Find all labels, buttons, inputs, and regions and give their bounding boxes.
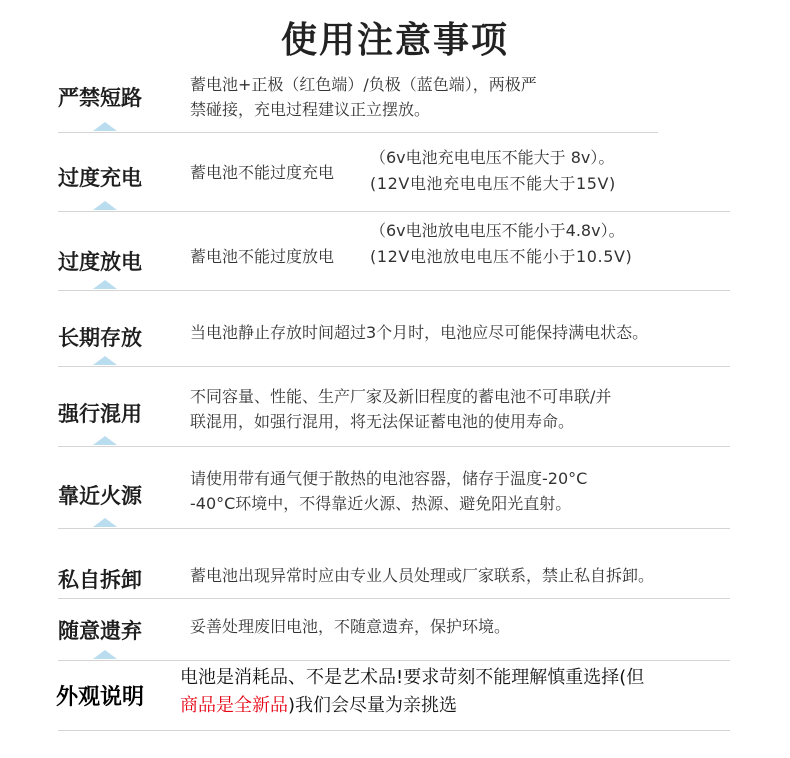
row-desc-long-storage: 当电池静止存放时间超过3个月时，电池应尽可能保持满电状态。 (190, 323, 649, 342)
appearance-line-1: 电池是消耗品、不是艺术品!要求苛刻不能理解慎重选择(但 (180, 667, 645, 688)
triangle-marker-icon (93, 201, 117, 210)
divider (58, 132, 658, 133)
row-label-short-circuit: 严禁短路 (58, 86, 142, 110)
row-desc-overcharge: 蓄电池不能过度充电 (190, 163, 335, 182)
divider (58, 211, 730, 212)
desc-line: -40°C环境中，不得靠近火源、热源、避免阳光直射。 (190, 494, 572, 513)
row-desc-disposal: 妥善处理废旧电池，不随意遗弃，保护环境。 (190, 617, 511, 636)
page-title: 使用注意事项 (280, 20, 509, 61)
triangle-marker-icon (93, 356, 117, 365)
row-label-overdischarge: 过度放电 (58, 250, 142, 274)
triangle-marker-icon (93, 518, 117, 527)
triangle-marker-icon (93, 122, 117, 131)
row-label-disassembly: 私自拆卸 (58, 568, 142, 592)
row-label-overcharge: 过度充电 (58, 166, 142, 190)
divider (58, 446, 730, 447)
desc-line: 禁碰接，充电过程建议正立摆放。 (190, 100, 431, 119)
divider (58, 660, 730, 661)
note-line: （6v电池放电电压不能小于4.8v）。 (370, 221, 625, 240)
row-desc-short-circuit (190, 72, 537, 122)
row-label-appearance: 外观说明 (56, 685, 145, 710)
row-desc-disassembly: 蓄电池出现异常时应由专业人员处理或厂家联系，禁止私自拆卸。 (190, 566, 655, 585)
row-label-disposal: 随意遗弃 (58, 619, 142, 643)
row-label-mixed-use: 强行混用 (58, 402, 142, 426)
triangle-marker-icon (93, 436, 117, 445)
note-line: （6v电池充电电压不能大于 8v）。 (370, 148, 615, 167)
triangle-marker-icon (93, 650, 117, 659)
appearance-line-2-rest: )我们会尽量为亲挑选 (288, 695, 458, 716)
row-desc-appearance (180, 664, 644, 720)
row-note-overdischarge (370, 218, 632, 270)
row-desc-mixed-use (190, 384, 611, 434)
triangle-marker-icon (93, 280, 117, 289)
row-label-fire-source: 靠近火源 (58, 484, 142, 508)
note-line: (12V电池充电电压不能大于15V) (370, 174, 616, 193)
note-line: (12V电池放电电压不能小于10.5V) (370, 247, 633, 266)
row-desc-overdischarge: 蓄电池不能过度放电 (190, 247, 335, 266)
divider (58, 290, 730, 291)
appearance-line-2 (180, 692, 644, 720)
row-label-long-storage: 长期存放 (58, 326, 142, 350)
new-product-highlight: 商品是全新品 (180, 695, 288, 716)
divider (58, 528, 730, 529)
divider (58, 730, 730, 731)
desc-line: 蓄电池+正极（红色端）/负极（蓝色端），两极严 (190, 75, 537, 94)
desc-line: 不同容量、性能、生产厂家及新旧程度的蓄电池不可串联/并 (190, 387, 612, 406)
row-desc-fire-source (190, 466, 587, 516)
row-note-overcharge (370, 145, 616, 197)
desc-line: 请使用带有通气便于散热的电池容器，储存于温度-20°C (190, 469, 588, 488)
divider (58, 598, 730, 599)
divider (58, 366, 730, 367)
desc-line: 联混用，如强行混用，将无法保证蓄电池的使用寿命。 (190, 412, 575, 431)
